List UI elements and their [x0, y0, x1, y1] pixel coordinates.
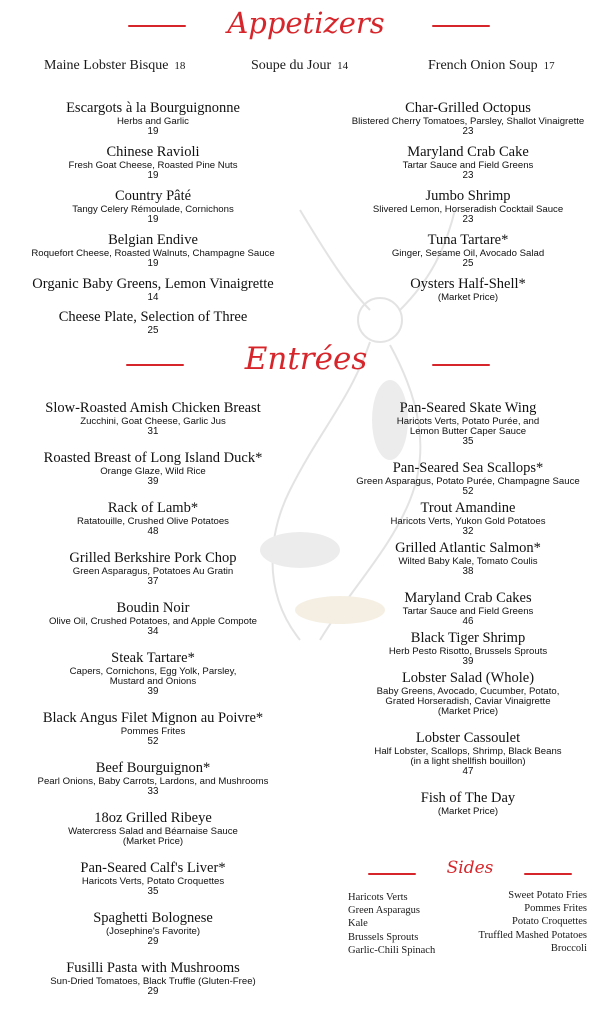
menu-item: Slow-Roasted Amish Chicken Breast Zucchini, Goat Cheese, Garlic Jus 31: [45, 400, 261, 438]
menu-item: 18oz Grilled Ribeye Watercress Salad and Béarnaise Sauce (Market Price): [68, 810, 238, 848]
menu-item: Chinese Ravioli Fresh Goat Cheese, Roasted Pine Nuts 19: [68, 144, 238, 182]
menu-item: Grilled Atlantic Salmon* Wilted Baby Kale, Tomato Coulis 38: [395, 540, 541, 578]
sides-rule-left: [368, 873, 416, 875]
soup-item: Soupe du Jour 14: [251, 58, 349, 73]
menu-item: Maryland Crab Cake Tartar Sauce and Field Greens 23: [402, 144, 534, 182]
appetizers-title: Appetizers: [227, 6, 385, 40]
side-item: Kale: [348, 918, 368, 930]
menu-item: Cheese Plate, Selection of Three 25: [58, 309, 248, 336]
menu-item: Fusilli Pasta with Mushrooms Sun-Dried Tomatoes, Black Truffle (Gluten-Free) 29: [50, 960, 256, 998]
menu-item: Escargots à la Bourguignonne Herbs and Garlic 19: [66, 100, 240, 138]
menu-item: Jumbo Shrimp Slivered Lemon, Horseradish Cocktail Sauce 23: [372, 188, 564, 226]
menu-item: Lobster Salad (Whole) Baby Greens, Avocado, Cucumber, Potato, Grated Horseradish, Caviar Vinaigrette (Market Price): [376, 670, 560, 718]
side-item: Pommes Frites: [524, 903, 587, 915]
menu-item: Tuna Tartare* Ginger, Sesame Oil, Avocado Salad 25: [391, 232, 545, 270]
menu-item: Char-Grilled Octopus Blistered Cherry Tomatoes, Parsley, Shallot Vinaigrette 23: [351, 100, 585, 138]
menu-item: Beef Bourguignon* Pearl Onions, Baby Carrots, Lardons, and Mushrooms 33: [37, 760, 269, 798]
menu-item: Lobster Cassoulet Half Lobster, Scallops, Shrimp, Black Beans (in a light shellfish bouillon) 47: [374, 730, 562, 778]
menu-item: Maryland Crab Cakes Tartar Sauce and Field Greens 46: [402, 590, 534, 628]
menu-item: Grilled Berkshire Pork Chop Green Asparagus, Potatoes Au Gratin 37: [69, 550, 237, 588]
menu-item: Roasted Breast of Long Island Duck* Orange Glaze, Wild Rice 39: [43, 450, 263, 488]
side-item: Potato Croquettes: [512, 916, 587, 928]
side-item: Truffled Mashed Potatoes: [478, 929, 587, 941]
soup-item: French Onion Soup 17: [428, 58, 555, 73]
soup-item: Maine Lobster Bisque 18: [44, 58, 186, 73]
side-item: Green Asparagus: [348, 905, 421, 917]
menu-item: Black Tiger Shrimp Herb Pesto Risotto, Brussels Sprouts 39: [388, 630, 548, 668]
side-item: Sweet Potato Fries: [508, 890, 587, 901]
entrees-title: Entrées: [244, 341, 368, 377]
menu-item: Steak Tartare* Capers, Cornichons, Egg Yolk, Parsley, Mustard and Onions 39: [69, 650, 237, 698]
menu-item: Trout Amandine Haricots Verts, Yukon Gold Potatoes 32: [390, 500, 546, 538]
side-item: Haricots Verts: [348, 892, 408, 903]
menu-item: Pan-Seared Calf's Liver* Haricots Verts, Potato Croquettes 35: [80, 860, 226, 898]
sides-list-left: [348, 891, 435, 957]
entrees-right-column: [328, 0, 608, 860]
menu-item: Fish of The Day (Market Price): [420, 790, 516, 817]
sides-list-right: [479, 889, 588, 955]
menu-item: Country Pâté Tangy Celery Rémoulade, Cornichons 19: [72, 188, 234, 226]
menu-item: Spaghetti Bolognese (Josephine's Favorite) 29: [93, 910, 213, 948]
side-item: Brussels Sprouts: [348, 931, 419, 943]
side-item: Broccoli: [550, 942, 587, 954]
menu-item: Pan-Seared Sea Scallops* Green Asparagus, Potato Purée, Champagne Sauce 52: [356, 460, 580, 498]
sides-title: Sides: [446, 858, 494, 878]
side-item: Garlic-Chili Spinach: [348, 944, 436, 956]
menu-item: Black Angus Filet Mignon au Poivre* Pommes Frites 52: [42, 710, 264, 748]
menu-item: Boudin Noir Olive Oil, Crushed Potatoes, and Apple Compote 34: [49, 600, 257, 638]
menu-item: Belgian Endive Roquefort Cheese, Roasted Walnuts, Champagne Sauce 19: [31, 232, 275, 270]
menu-item: Oysters Half-Shell* (Market Price): [410, 276, 526, 303]
menu-item: Organic Baby Greens, Lemon Vinaigrette 14: [32, 276, 274, 303]
menu-item: Pan-Seared Skate Wing Haricots Verts, Potato Purée, and Lemon Butter Caper Sauce 35: [396, 400, 540, 448]
sides-rule-right: [524, 873, 572, 875]
menu-item: Rack of Lamb* Ratatouille, Crushed Olive Potatoes 48: [77, 500, 229, 538]
entrees-left-column: [3, 0, 303, 1009]
